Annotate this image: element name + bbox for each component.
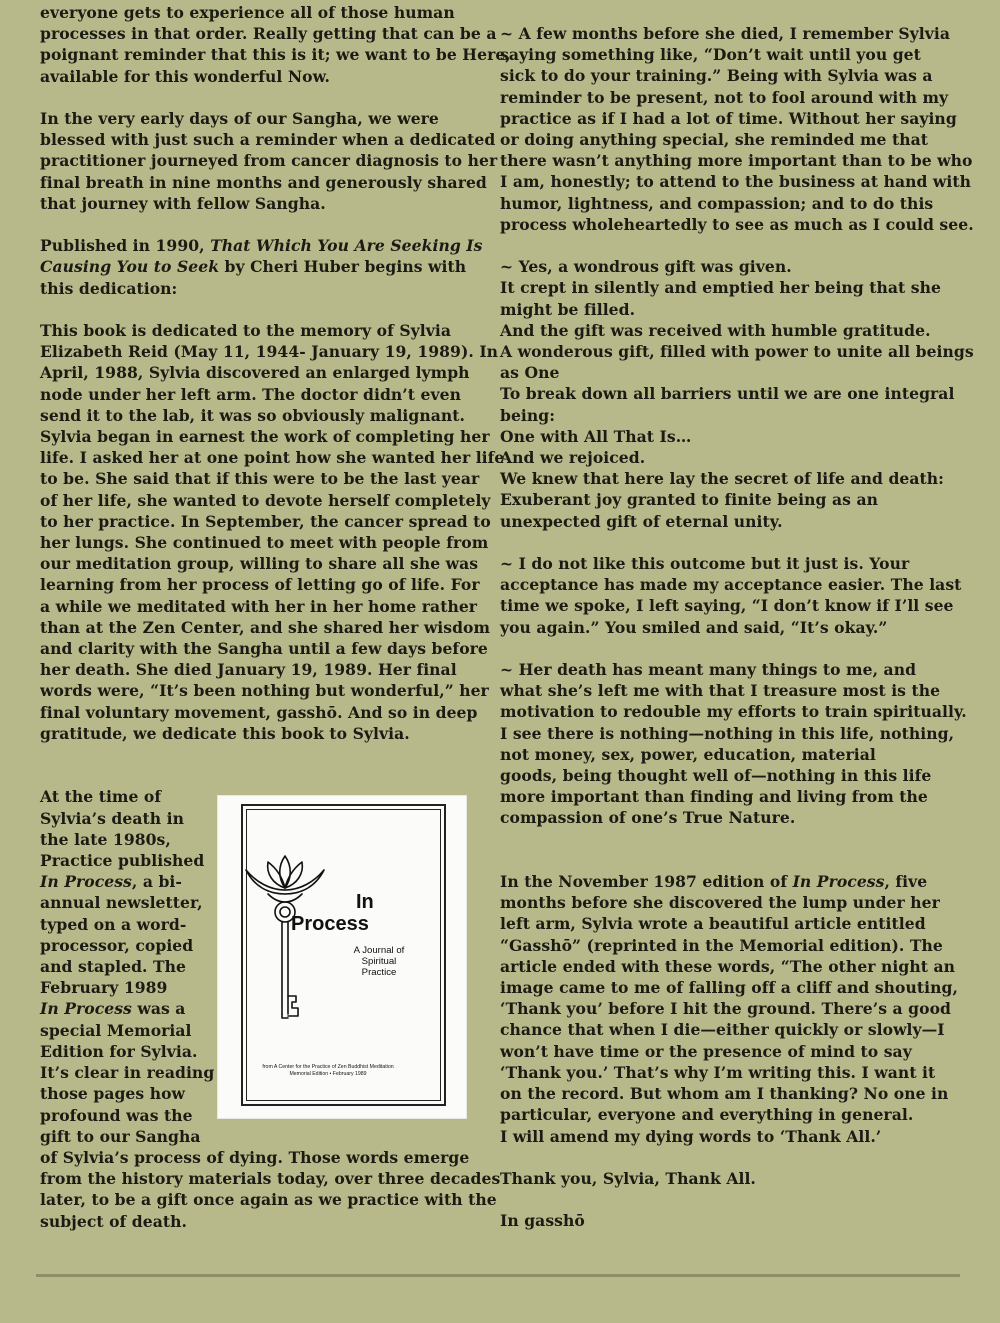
closing-signoff: In gasshō [500, 1211, 585, 1231]
cover-title-in: In [356, 891, 374, 913]
quote-paragraph-3: ~ I do not like this outcome but it just is. Your acceptance has made my acceptance easier. The last time we spoke, I left saying, “I don’t know if I’ll see you again.” You smiled and said, “It’s okay.” [500, 554, 962, 637]
thank-you-line: Thank you, Sylvia, Thank All. [500, 1168, 756, 1188]
newsletter-paragraph: At the time of Sylvia’s death in the late 1980s, Practice published In Process, a bi- annual newsletter, typed on a word- processor, copied and stapled. The February 1989 In Process was a special Memorial Edition for Sylvia. It’s clear in reading those pages how profound was the gift to our Sangha of Sylvia’s process of dying. Those words emerge from the history materials today, over three decades later, to be a gift once again as we practice with the subject of death. [40, 787, 501, 1231]
quote-paragraph-4: ~ Her death has meant many things to me, and what she’s left me with that I treasure most is the motivation to redouble my efforts to train spiritually. I see there is nothing—nothing in this life, nothing, not money, sex, power, education, material goods, being thought well of—nothing in this life more important than finding and living from the compassion of one’s True Nature. [500, 660, 967, 828]
gassho-article-paragraph: In the November 1987 edition of In Process, five months before she discovered the lump under her left arm, Sylvia wrote a beautiful article entitled “Gasshō” (reprinted in the Memorial edition). The article ended with these words, “The other night an image came to me of falling off a cliff and shouting, ‘Thank you’ before I hit the ground. There’s a good chance that when I die—either quickly or slowly—I won’t have time or the presence of mind to say ‘Thank you.’ That’s why I’m writing this. I want it on the record. But whom am I thanking? No one in particular, everyone and everything in general. I will amend my dying words to ‘Thank All.’ [500, 872, 958, 1146]
footer-divider [36, 1274, 960, 1277]
quote-paragraph-2: ~ Yes, a wondrous gift was given. It crept in silently and emptied her being that she might be filled. And the gift was received with humble gratitude. A wonderous gift, filled with power to unite all beings as One To break down all barriers until we are one integral being: One with All That Is… And we rejoiced. We knew that here lay the secret of life and death: Exuberant joy granted to finite being as an unexpected gift of eternal unity. [500, 257, 974, 531]
quote-paragraph-1: ~ A few months before she died, I remember Sylvia saying something like, “Don’t wait until you get sick to do your training.” Being with Sylvia was a reminder to be present, not to fool around with my practice as if I had a lot of time. Without her saying or doing anything special, she reminded me that there wasn’t anything more important than to be who I am, honestly; to attend to the business at hand with humor, lightness, and compassion; and to do this process wholeheartedly to see as much as I could see. [500, 24, 974, 234]
book-dedication-intro: Published in 1990, That Which You Are Seeking Is Causing You to Seek by Cheri Huber begins with this dedication: [40, 236, 483, 298]
lotus-key-icon [240, 846, 330, 1046]
book-title: That Which You Are Seeking Is [210, 236, 483, 256]
cover-footer: from A Center for the Practice of Zen Buddhist Meditation Memorial Edition • February 1989 [262, 1064, 394, 1077]
intro-paragraph: everyone gets to experience all of those human processes in that order. Really getting that can be a poignant reminder that this is it; we want to be Here, available for this wonderful Now. [40, 3, 511, 86]
right-column [500, 23, 974, 1231]
in-process-cover-image [218, 796, 466, 1118]
dedication-text: This book is dedicated to the memory of Sylvia Elizabeth Reid (May 11, 1944- January 19, 1989). In April, 1988, Sylvia discovered an enlarged lymph node under her left arm. The doctor didn’t even send it to the lab, it was so obviously malignant. Sylvia began in earnest the work of completing her life. I asked her at one point how she wanted her life to be. She said that if this were to be the last year of her life, she wanted to devote herself completely to her practice. In September, the cancer spread to her lungs. She continued to meet with people from our meditation group, willing to share all she was learning from her process of letting go of life. For a while we meditated with her in her home rather than at the Zen Center, and she shared her wisdom and clarity with the Sangha until a few days before her death. She died January 19, 1989. Her final words were, “It’s been nothing but wonderful,” her final voluntary movement, gasshō. And so in deep gratitude, we dedicate this book to Sylvia. [40, 321, 505, 743]
early-days-paragraph: In the very early days of our Sangha, we were blessed with just such a reminder when a dedicated practitioner journeyed from cancer diagnosis to her final breath in nine months and generously shared that journey with fellow Sangha. [40, 109, 498, 213]
cover-title-process: Process [291, 913, 369, 935]
cover-subtitle: A Journal of Spiritual Practice [353, 945, 405, 978]
book-title-cont: Causing You to Seek [40, 257, 220, 277]
